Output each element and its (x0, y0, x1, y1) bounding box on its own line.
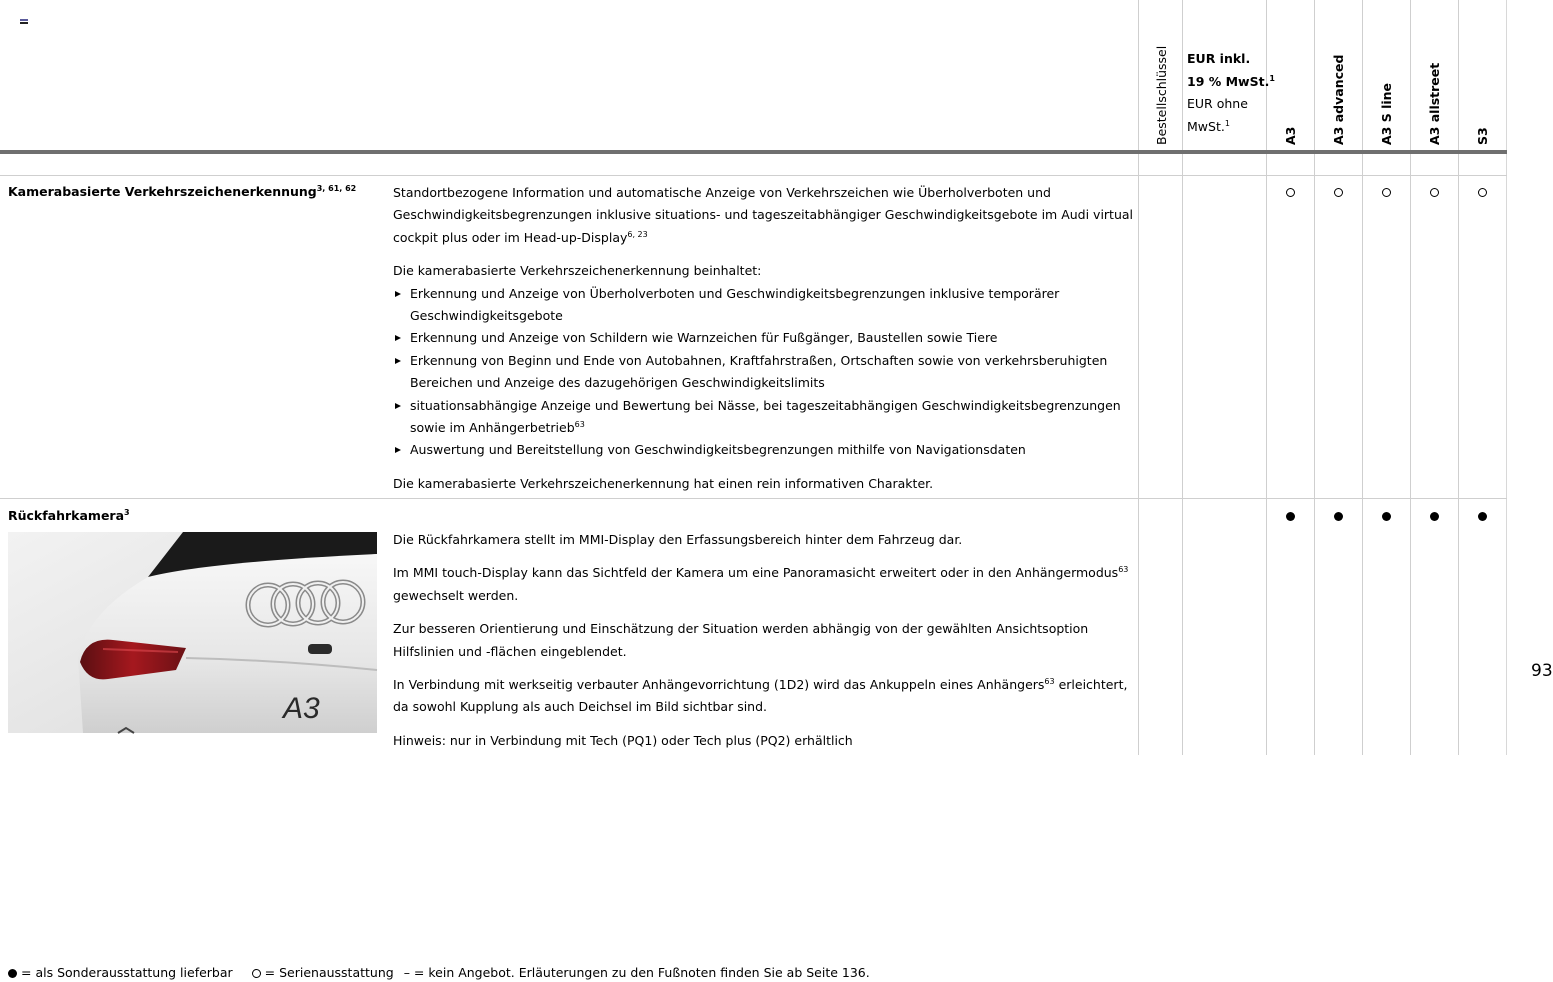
list-item: Erkennung von Beginn und Ende von Autobahnen, Kraftfahrstraßen, Ortschaften sowie von verkehrsberuhigten Bereichen und Anzeige des dazugehörigen Geschwindigkeitslimits (393, 350, 1133, 395)
feature-title-traffic-sign: Kamerabasierte Verkehrszeichenerkennung$^{3, 61, 62}$ (8, 183, 357, 199)
list-item: Erkennung und Anzeige von Schildern wie Warnzeichen für Fußgänger, Baustellen sowie Tiere (393, 327, 1133, 349)
description-note: Hinweis: nur in Verbindung mit Tech (PQ1) oder Tech plus (PQ2) erhältlich (393, 732, 853, 748)
column-divider (1138, 0, 1139, 755)
description-paragraph: Standortbezogene Information und automatische Anzeige von Verkehrszeichen wie Überholverboten und Geschwindigkeitsbegrenzungen inklusive situations- und tageszeitabhängiger Geschwindigkeitsgebote im Audi virtual cockpit plus oder im Head-up-Display$^{6, 23}$ (393, 185, 1134, 245)
feature-bullet-list (393, 283, 1133, 462)
filled-circle-icon (1430, 512, 1439, 521)
legend (8, 965, 876, 980)
list-item: situationsabhängige Anzeige und Bewertung bei Nässe, bei tageszeitabhängigen Geschwindigkeitsbegrenzungen sowie im Anhängerbetrieb$^{63}$ (393, 395, 1133, 440)
description-paragraph: Zur besseren Orientierung und Einschätzung der Situation werden abhängig von der gewählten Ansichtsoption Hilfslinien und -flächen eingeblendet. (393, 621, 1089, 659)
price-excl-line1: EUR ohne (1187, 96, 1248, 111)
header-model-a3: A3 (1283, 126, 1298, 145)
column-divider (1506, 0, 1507, 755)
header-price (1187, 48, 1275, 138)
open-circle-icon (1478, 188, 1487, 197)
description-paragraph: In Verbindung mit werkseitig verbauter Anhängevorrichtung (1D2) wird das Ankuppeln eines Anhängers$^{63}$ erleichtert, da sowohl Kupplung als auch Deichsel im Bild sichtbar sind. (393, 676, 1128, 715)
page-number: 93 (1531, 661, 1553, 681)
legend-filled: = als Sonderausstattung lieferbar (21, 965, 233, 980)
header-model-a3-advanced: A3 advanced (1331, 54, 1346, 145)
header-model-a3-allstreet: A3 allstreet (1427, 62, 1442, 145)
open-circle-icon (1430, 188, 1439, 197)
list-item: Auswertung und Bereitstellung von Geschwindigkeitsbegrenzungen mithilfe von Navigationsdaten (393, 439, 1133, 461)
rear-camera-image (8, 532, 377, 733)
list-item: Erkennung und Anzeige von Überholverboten und Geschwindigkeitsbegrenzungen inklusive temporärer Geschwindigkeitsgebote (393, 283, 1133, 328)
column-divider (1458, 0, 1459, 755)
column-divider (1362, 0, 1363, 755)
header-rule-thin (0, 175, 1507, 176)
price-excl-line2: MwSt.$^1$ (1187, 118, 1230, 134)
description-paragraph: Die Rückfahrkamera stellt im MMI-Display den Erfassungsbereich hinter dem Fahrzeug dar. (393, 532, 963, 547)
svg-text:A3: A3 (283, 692, 320, 725)
open-circle-icon (1286, 188, 1295, 197)
header-model-a3-s-line: A3 S line (1379, 82, 1394, 145)
feature-description-rear-camera (393, 529, 1133, 763)
includes-heading: Die kamerabasierte Verkehrszeichenerkennung beinhaltet: (393, 263, 762, 279)
column-divider (1410, 0, 1411, 755)
row-divider (0, 498, 1507, 499)
open-circle-icon (1382, 188, 1391, 197)
legend-open: = Serienausstattung (264, 965, 394, 980)
price-incl-line1: EUR inkl. (1187, 51, 1251, 66)
description-closing: Die kamerabasierte Verkehrszeichenerkennung hat einen rein informativen Charakter. (393, 475, 934, 491)
header-model-s3: S3 (1475, 127, 1490, 145)
price-incl-line2: 19 % MwSt.$^1$ (1187, 73, 1275, 89)
filled-circle-icon (1478, 512, 1487, 521)
filled-circle-icon (1334, 512, 1343, 521)
filled-circle-icon (1286, 512, 1295, 521)
column-divider (1314, 0, 1315, 755)
open-circle-icon (252, 969, 261, 978)
description-paragraph: Im MMI touch-Display kann das Sichtfeld der Kamera um eine Panoramasicht erweitert oder in den Anhängermodus$^{63}$ gewechselt werden. (393, 565, 1129, 603)
feature-title-rear-camera: Rückfahrkamera$^3$ (8, 507, 130, 523)
flag-icon (20, 19, 28, 26)
header-rule (0, 150, 1507, 154)
legend-dash: – = kein Angebot. Erläuterungen zu den Fußnoten finden Sie ab Seite 136. (403, 965, 870, 980)
filled-circle-icon (1382, 512, 1391, 521)
filled-circle-icon (8, 969, 17, 978)
open-circle-icon (1334, 188, 1343, 197)
header-order-key: Bestellschlüssel (1154, 45, 1169, 145)
feature-description-traffic-sign (393, 182, 1133, 506)
column-divider (1182, 0, 1183, 755)
